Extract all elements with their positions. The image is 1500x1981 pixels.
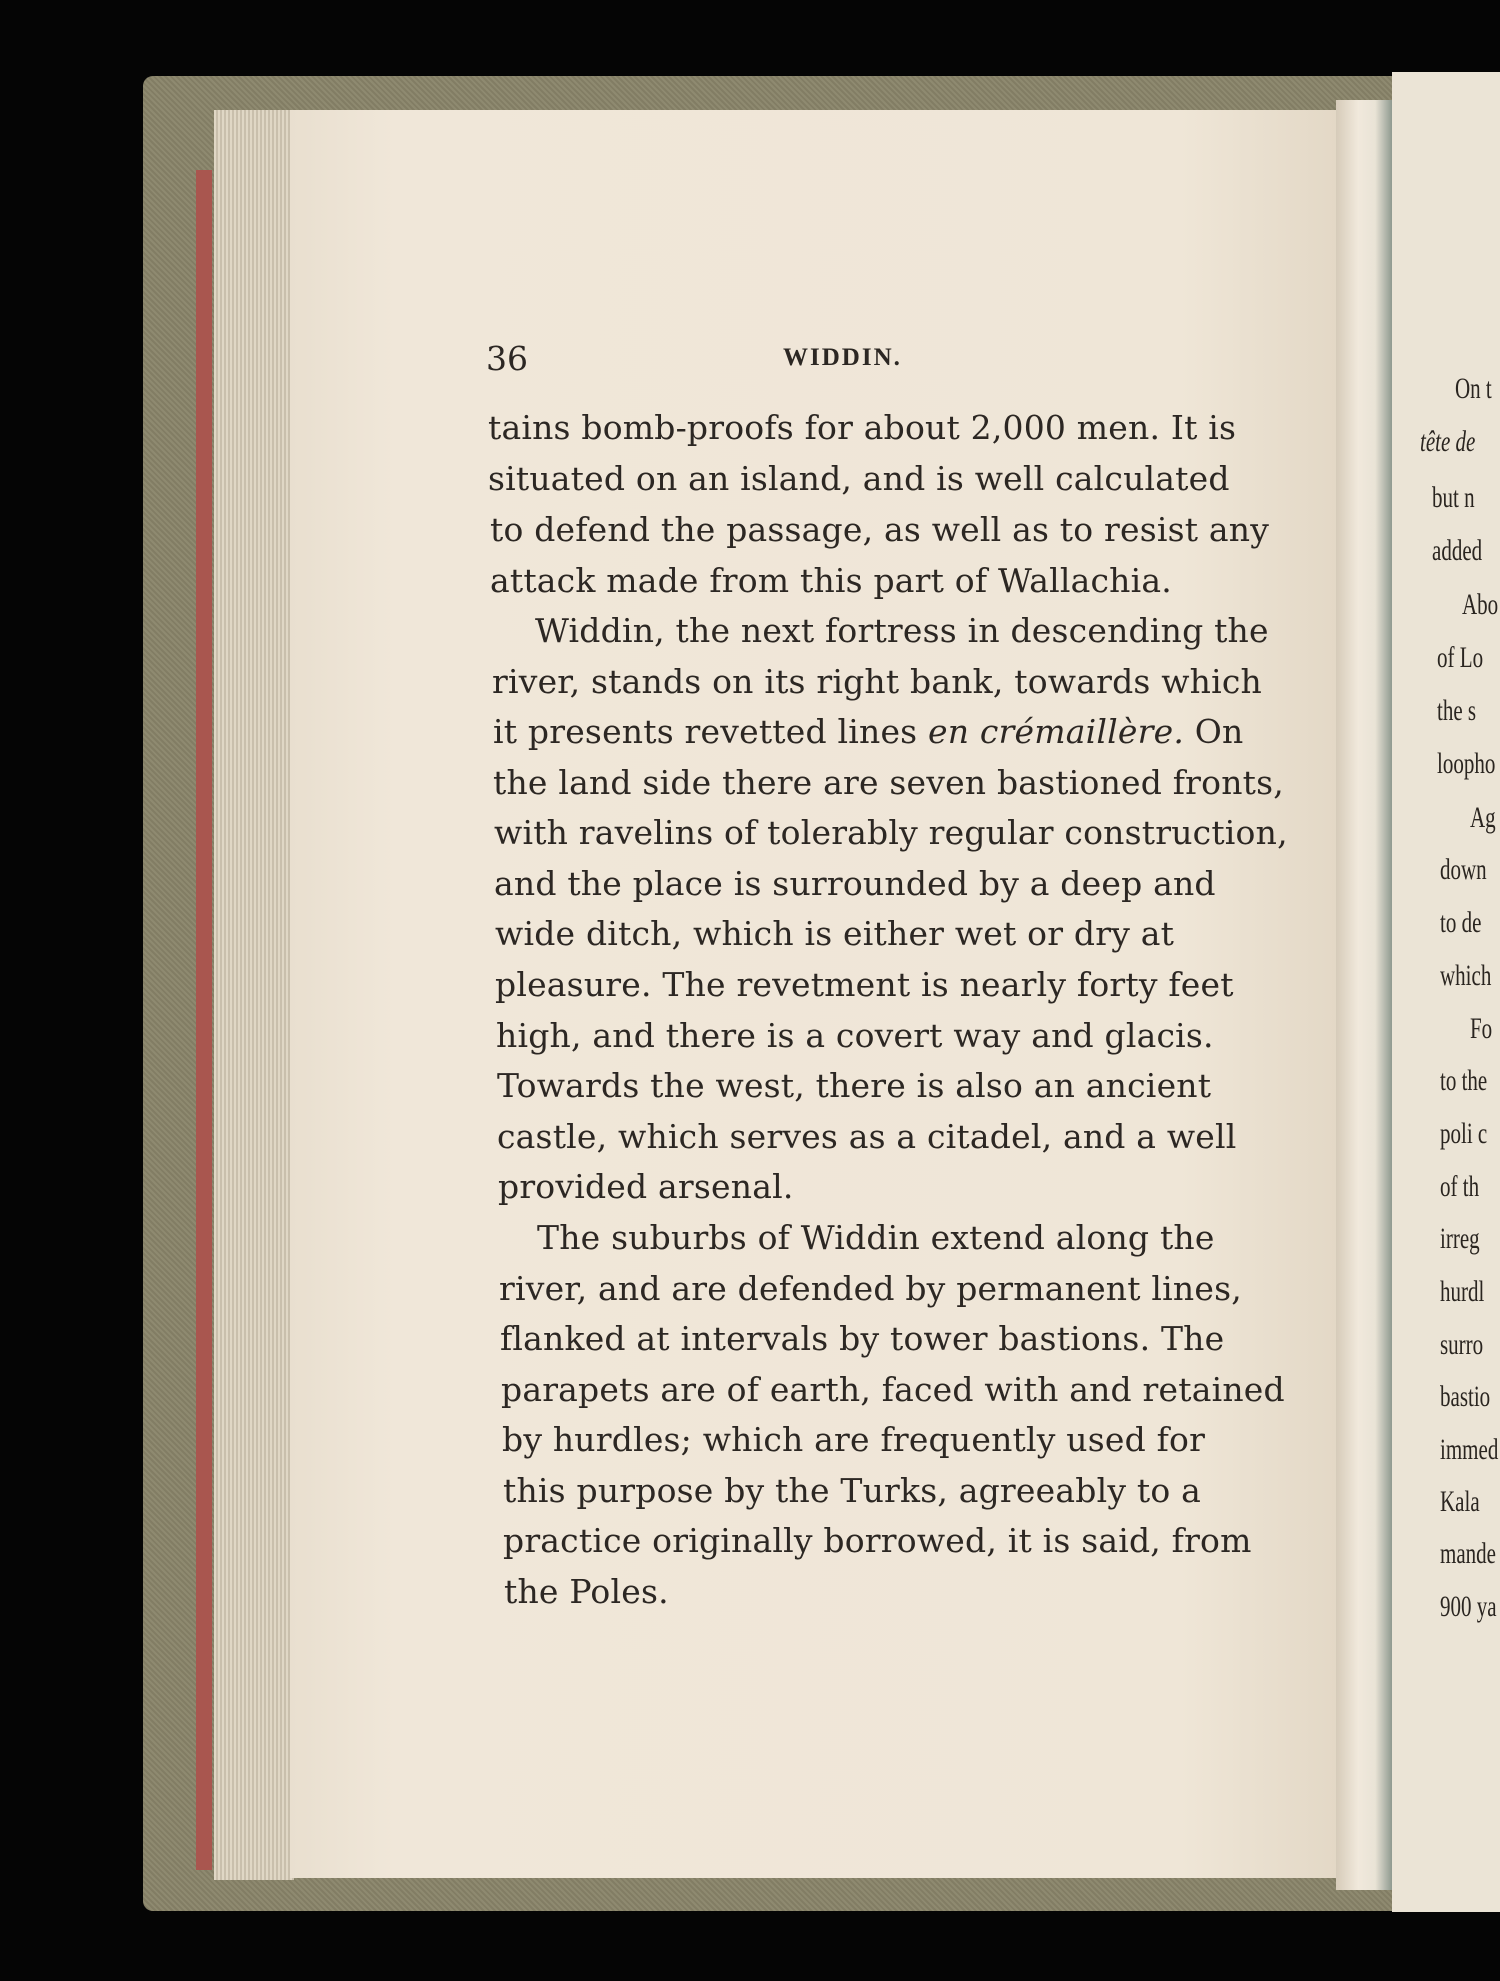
book-edge bbox=[196, 170, 212, 1870]
right-page-line: poli c bbox=[1440, 1117, 1488, 1150]
right-page-line: loopho bbox=[1437, 747, 1496, 780]
text-line: the land side there are seven bastioned fronts, bbox=[493, 763, 1284, 802]
text-segment: it presents revetted lines bbox=[493, 712, 928, 751]
text-line: attack made from this part of Wallachia. bbox=[490, 561, 1172, 600]
right-page-line: bastio bbox=[1440, 1380, 1491, 1413]
right-page-line: hurdl bbox=[1440, 1275, 1485, 1308]
right-page-line: the s bbox=[1437, 694, 1477, 727]
text-segment: On bbox=[1184, 712, 1244, 751]
book-gutter bbox=[1336, 100, 1392, 1890]
right-page-line: but n bbox=[1432, 481, 1475, 514]
text-line: parapets are of earth, faced with and retained bbox=[501, 1370, 1285, 1409]
right-page-line: mande bbox=[1440, 1537, 1496, 1570]
text-line: wide ditch, which is either wet or dry at bbox=[495, 914, 1175, 953]
right-page-line: to the bbox=[1440, 1064, 1488, 1097]
text-line: The suburbs of Widdin extend along the bbox=[537, 1218, 1215, 1257]
text-line: with ravelins of tolerably regular construction, bbox=[494, 813, 1288, 852]
text-line: practice originally borrowed, it is said, from bbox=[503, 1521, 1252, 1560]
right-page-line: surro bbox=[1440, 1328, 1484, 1361]
text-line: pleasure. The revetment is nearly forty feet bbox=[495, 965, 1234, 1004]
text-line: by hurdles; which are frequently used for bbox=[502, 1420, 1206, 1459]
text-line: high, and there is a covert way and glacis. bbox=[496, 1016, 1214, 1055]
text-line: Towards the west, there is also an ancient bbox=[497, 1066, 1212, 1105]
text-line: this purpose by the Turks, agreeably to a bbox=[503, 1471, 1201, 1510]
right-page-line: Fo bbox=[1470, 1012, 1493, 1045]
page-number: 36 bbox=[486, 339, 528, 378]
right-page-line: added bbox=[1432, 534, 1483, 567]
text-line: to defend the passage, as well as to resist any bbox=[490, 510, 1270, 549]
right-page-line: Abo bbox=[1462, 588, 1499, 621]
right-page-line: to de bbox=[1440, 906, 1482, 939]
right-page-line: immed bbox=[1440, 1433, 1499, 1466]
running-head: WIDDIN. bbox=[783, 344, 902, 371]
italic-phrase: en crémaillère. bbox=[928, 712, 1185, 751]
right-page-line: 900 ya bbox=[1440, 1590, 1497, 1623]
page-stack-edges bbox=[214, 110, 294, 1880]
text-line: provided arsenal. bbox=[498, 1167, 794, 1206]
text-line: castle, which serves as a citadel, and a well bbox=[497, 1117, 1237, 1156]
text-line: and the place is surrounded by a deep and bbox=[494, 864, 1216, 903]
right-page-line: Ag bbox=[1470, 801, 1496, 834]
text-line: river, and are defended by permanent lines, bbox=[499, 1269, 1242, 1308]
right-page-line: irreg bbox=[1440, 1222, 1480, 1255]
text-line: situated on an island, and is well calculated bbox=[488, 459, 1230, 498]
right-page-line: of th bbox=[1440, 1170, 1480, 1203]
right-page-line: down bbox=[1440, 853, 1487, 886]
right-page-line: which bbox=[1440, 959, 1492, 992]
right-page-line: On t bbox=[1455, 372, 1492, 405]
right-page-line: tête de bbox=[1420, 425, 1476, 458]
text-line: Widdin, the next fortress in descending the bbox=[535, 611, 1269, 650]
text-line: river, stands on its right bank, towards which bbox=[492, 662, 1263, 701]
text-line: tains bomb-proofs for about 2,000 men. It is bbox=[488, 408, 1237, 447]
right-page-line: Kala bbox=[1440, 1485, 1480, 1518]
text-line: the Poles. bbox=[504, 1572, 669, 1611]
text-line: flanked at intervals by tower bastions. The bbox=[500, 1319, 1225, 1358]
text-line bbox=[493, 712, 1243, 751]
right-page-line: of Lo bbox=[1437, 641, 1484, 674]
